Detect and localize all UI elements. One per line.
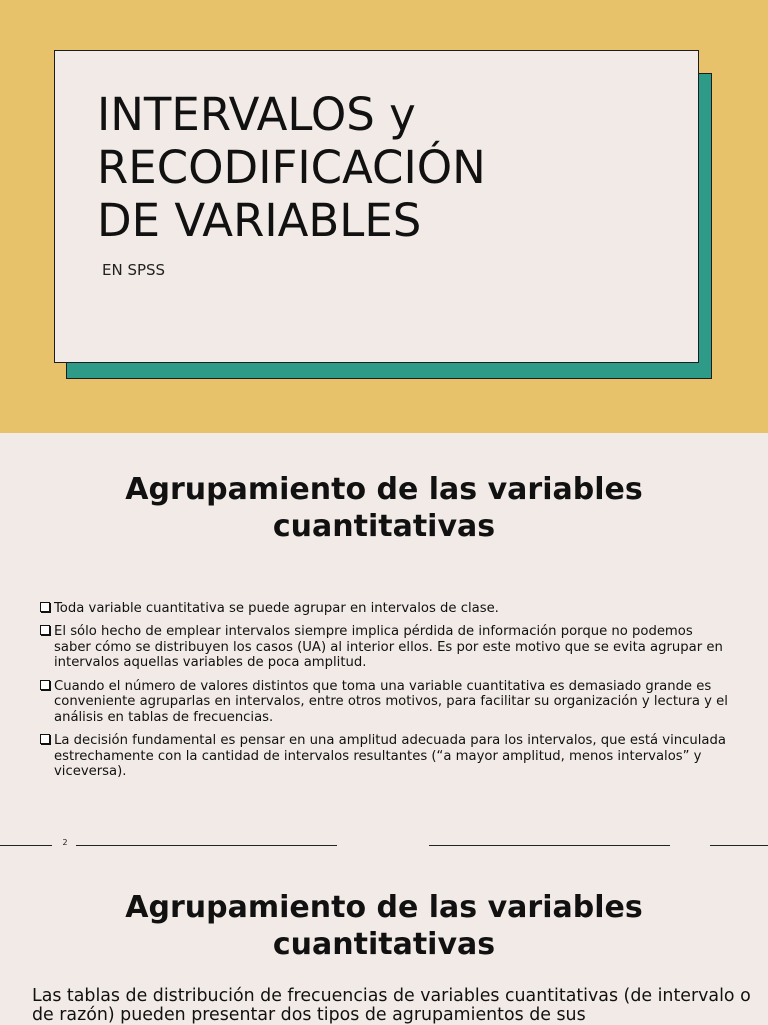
bullet-text: La decisión fundamental es pensar en una amplitud adecuada para los intervalos, que está vinculada estrechamente con la cantidad de intervalos resultantes (“a mayor amplitud, menos intervalos” y viceversa). xyxy=(54,732,726,780)
bullet-text: Cuando el número de valores distintos que toma una variable cuantitativa es demasiado grande es conveniente agruparlas en intervalos, entre otros motivos, para facilitar su organización y lectura y el análisis en tablas de frecuencias. xyxy=(54,678,728,725)
checkbox-bullet-icon xyxy=(40,734,50,744)
title-line-3: DE VARIABLES xyxy=(97,194,422,247)
bullet-text: El sólo hecho de emplear intervalos siempre implica pérdida de información porque no podemos saber cómo se distribuyen los casos (UA) al interior ellos. Es por este motivo que se evita agrupar en intervalos aquellas variables de poca amplitud. xyxy=(54,624,723,671)
presentation-subtitle: EN SPSS xyxy=(102,261,166,279)
bullet-item xyxy=(40,679,730,726)
bullet-item xyxy=(40,601,730,617)
footer-divider-left xyxy=(0,845,52,846)
title-line-1: INTERVALOS y xyxy=(97,88,416,141)
slide-2-heading-line-1: Agrupamiento de las variables xyxy=(125,472,643,507)
footer-divider-center-right xyxy=(429,845,670,846)
bullet-list xyxy=(40,601,730,787)
title-line-2: RECODIFICACIÓN xyxy=(97,141,486,194)
footer-divider-center-left xyxy=(76,845,337,846)
checkbox-bullet-icon xyxy=(40,602,50,612)
presentation-title xyxy=(97,88,657,247)
slide-3-paragraph: Las tablas de distribución de frecuencias de variables cuantitativas (de intervalo o de razón) pueden presentar dos tipos de agrupamientos de sus xyxy=(32,986,751,1025)
slide-3-heading-line-1: Agrupamiento de las variables xyxy=(125,890,643,925)
footer-divider-right xyxy=(710,845,768,846)
slide-3-heading-line-2: cuantitativas xyxy=(272,927,496,962)
slide-3-heading xyxy=(80,889,688,963)
checkbox-bullet-icon xyxy=(40,625,50,635)
slide-2-heading xyxy=(80,471,688,545)
page-number: 2 xyxy=(62,838,68,847)
slide-2-heading-line-2: cuantitativas xyxy=(272,509,496,544)
bullet-item xyxy=(40,733,730,780)
bullet-item xyxy=(40,624,730,671)
checkbox-bullet-icon xyxy=(40,680,50,690)
bullet-text: Toda variable cuantitativa se puede agrupar en intervalos de clase. xyxy=(54,601,499,616)
